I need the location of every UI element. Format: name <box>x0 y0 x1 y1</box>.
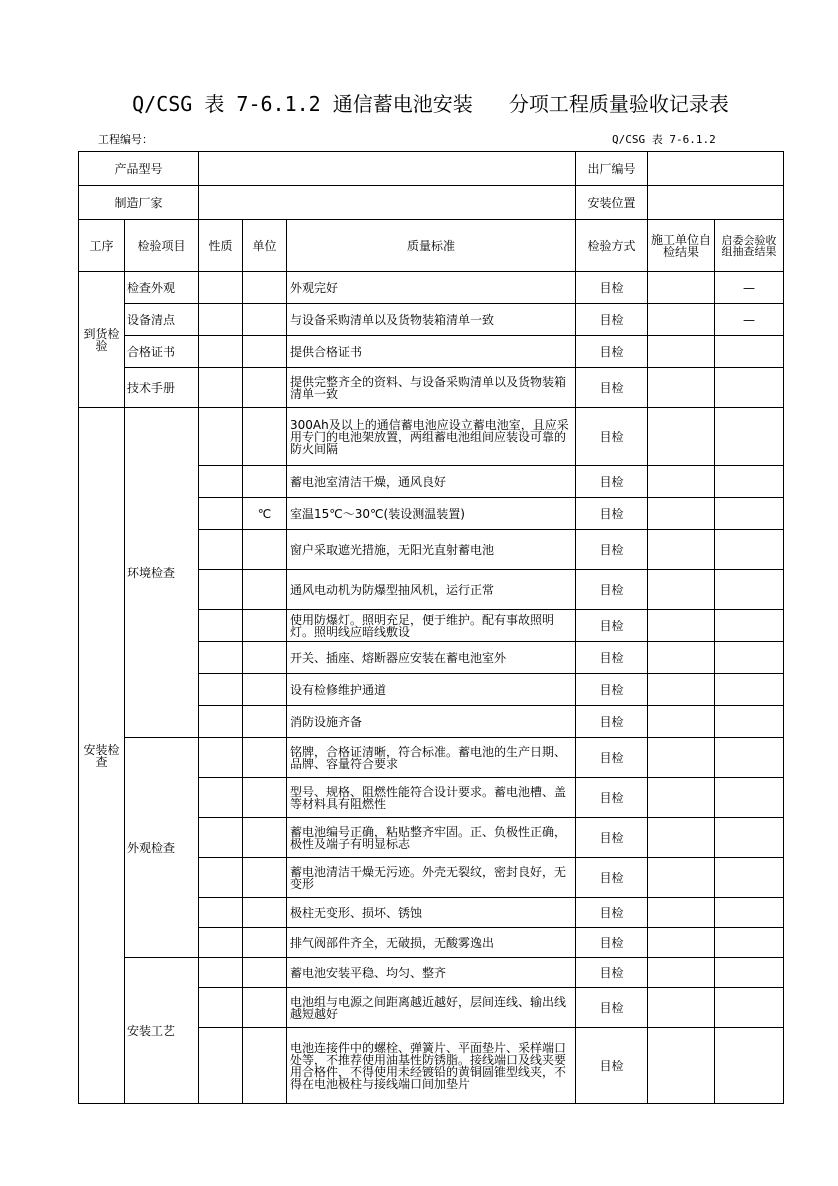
unit-cell <box>243 466 287 498</box>
group-install-inspection: 安装检查 <box>79 408 125 1104</box>
inspection-method: 目检 <box>576 642 648 674</box>
install-location-label: 安装位置 <box>576 186 648 220</box>
unit-cell <box>243 738 287 778</box>
committee-result-cell[interactable] <box>715 858 784 898</box>
nature-cell[interactable] <box>199 1028 243 1104</box>
committee-result-cell[interactable] <box>715 570 784 610</box>
page-title: Q/CSG 表 7-6.1.2 通信蓄电池安装 分项工程质量验收记录表 <box>132 92 729 116</box>
nature-cell[interactable] <box>199 530 243 570</box>
committee-result-cell[interactable] <box>715 1028 784 1104</box>
contractor-result-cell[interactable] <box>648 898 715 928</box>
quality-standard: 通风电动机为防爆型抽风机，运行正常 <box>287 570 576 610</box>
nature-cell[interactable] <box>199 958 243 988</box>
committee-result-cell[interactable] <box>715 928 784 958</box>
committee-result-cell[interactable]: — <box>715 272 784 304</box>
quality-standard: 300Ah及以上的通信蓄电池应设立蓄电池室，且应采用专门的电池架放置，两组蓄电池组间应装设可靠的防火间隔 <box>287 408 576 466</box>
contractor-result-cell[interactable] <box>648 570 715 610</box>
inspection-method: 目检 <box>576 738 648 778</box>
nature-cell[interactable] <box>199 674 243 706</box>
acceptance-table <box>78 151 784 1104</box>
committee-result-cell[interactable] <box>715 466 784 498</box>
committee-result-cell[interactable] <box>715 336 784 368</box>
group-arrival-inspection: 到货检验 <box>79 272 125 408</box>
quality-standard: 窗户采取遮光措施，无阳光直射蓄电池 <box>287 530 576 570</box>
nature-cell[interactable] <box>199 928 243 958</box>
unit-cell <box>243 1028 287 1104</box>
inspection-method: 目检 <box>576 706 648 738</box>
unit-cell <box>243 778 287 818</box>
inspection-method: 目检 <box>576 898 648 928</box>
contractor-result-cell[interactable] <box>648 818 715 858</box>
quality-standard: 蓄电池安装平稳、均匀、整齐 <box>287 958 576 988</box>
contractor-result-cell[interactable] <box>648 1028 715 1104</box>
nature-cell[interactable] <box>199 466 243 498</box>
inspection-method: 目检 <box>576 674 648 706</box>
inspection-method: 目检 <box>576 988 648 1028</box>
unit-cell <box>243 610 287 642</box>
inspection-method: 目检 <box>576 408 648 466</box>
unit-cell <box>243 988 287 1028</box>
quality-standard: 室温15℃～30℃(装设测温装置) <box>287 498 576 530</box>
committee-result-cell[interactable] <box>715 738 784 778</box>
header-contractor-result: 施工单位自检结果 <box>648 220 715 272</box>
form-code: Q/CSG 表 7-6.1.2 <box>612 133 716 146</box>
quality-standard: 开关、插座、熔断器应安装在蓄电池室外 <box>287 642 576 674</box>
committee-result-cell[interactable] <box>715 706 784 738</box>
unit-cell <box>243 858 287 898</box>
quality-standard: 电池连接件中的螺栓、弹簧片、平面垫片、采样端口处等，不推荐使用油基性防锈脂。接线端口及线夹要用合格件，不得使用未经镀铅的黄铜圆锥型线夹，不得在电池极柱与接线端口间加垫片 <box>287 1028 576 1104</box>
quality-standard: 使用防爆灯。照明充足，便于维护。配有事故照明灯。照明线应暗线敷设 <box>287 610 576 642</box>
unit-cell <box>243 898 287 928</box>
contractor-result-cell[interactable] <box>648 674 715 706</box>
table-row <box>79 958 784 988</box>
unit-cell <box>243 368 287 408</box>
contractor-result-cell[interactable] <box>648 706 715 738</box>
committee-result-cell[interactable] <box>715 988 784 1028</box>
unit-cell <box>243 304 287 336</box>
inspection-method: 目检 <box>576 818 648 858</box>
quality-standard: 消防设施齐备 <box>287 706 576 738</box>
quality-standard: 外观完好 <box>287 272 576 304</box>
nature-cell[interactable] <box>199 336 243 368</box>
nature-cell[interactable] <box>199 304 243 336</box>
check-item: 设备清点 <box>125 304 199 336</box>
contractor-result-cell[interactable] <box>648 778 715 818</box>
table-row <box>79 408 784 466</box>
nature-cell[interactable] <box>199 988 243 1028</box>
committee-result-cell[interactable] <box>715 818 784 858</box>
unit-cell <box>243 530 287 570</box>
header-unit: 单位 <box>243 220 287 272</box>
contractor-result-cell[interactable] <box>648 858 715 898</box>
check-item-install-process: 安装工艺 <box>125 958 199 1104</box>
header-method: 检验方式 <box>576 220 648 272</box>
inspection-method: 目检 <box>576 570 648 610</box>
contractor-result-cell[interactable] <box>648 304 715 336</box>
nature-cell[interactable] <box>199 898 243 928</box>
quality-standard: 排气阀部件齐全，无破损，无酸雾逸出 <box>287 928 576 958</box>
committee-result-cell[interactable] <box>715 530 784 570</box>
table-row <box>79 336 784 368</box>
inspection-method: 目检 <box>576 530 648 570</box>
unit-cell <box>243 642 287 674</box>
serial-number-label: 出厂编号 <box>576 152 648 186</box>
inspection-method: 目检 <box>576 368 648 408</box>
committee-result-cell[interactable] <box>715 610 784 642</box>
nature-cell[interactable] <box>199 706 243 738</box>
inspection-method: 目检 <box>576 928 648 958</box>
nature-cell[interactable] <box>199 610 243 642</box>
product-model-value[interactable] <box>199 152 576 186</box>
committee-result-cell[interactable] <box>715 898 784 928</box>
nature-cell[interactable] <box>199 738 243 778</box>
nature-cell[interactable] <box>199 368 243 408</box>
unit-cell <box>243 958 287 988</box>
unit-cell <box>243 706 287 738</box>
nature-cell[interactable] <box>199 858 243 898</box>
unit-cell <box>243 818 287 858</box>
inspection-method: 目检 <box>576 610 648 642</box>
unit-cell <box>243 272 287 304</box>
inspection-method: 目检 <box>576 858 648 898</box>
contractor-result-cell[interactable] <box>648 336 715 368</box>
nature-cell[interactable] <box>199 642 243 674</box>
unit-cell <box>243 674 287 706</box>
contractor-result-cell[interactable] <box>648 272 715 304</box>
nature-cell[interactable] <box>199 570 243 610</box>
unit-cell <box>243 928 287 958</box>
inspection-method: 目检 <box>576 304 648 336</box>
inspection-method: 目检 <box>576 272 648 304</box>
quality-standard: 设有检修维护通道 <box>287 674 576 706</box>
check-item-environment: 环境检查 <box>125 408 199 738</box>
inspection-method: 目检 <box>576 466 648 498</box>
table-row <box>79 272 784 304</box>
contractor-result-cell[interactable] <box>648 642 715 674</box>
check-item: 检查外观 <box>125 272 199 304</box>
check-item: 合格证书 <box>125 336 199 368</box>
project-number-label: 工程编号： <box>98 133 153 146</box>
contractor-result-cell[interactable] <box>648 498 715 530</box>
manufacturer-label: 制造厂家 <box>79 186 199 220</box>
header-process: 工序 <box>79 220 125 272</box>
quality-standard: 极柱无变形、损坏、锈蚀 <box>287 898 576 928</box>
check-item: 技术手册 <box>125 368 199 408</box>
header-nature: 性质 <box>199 220 243 272</box>
contractor-result-cell[interactable] <box>648 988 715 1028</box>
quality-standard: 蓄电池编号正确，粘贴整齐牢固。正、负极性正确，极性及端子有明显标志 <box>287 818 576 858</box>
manufacturer-value[interactable] <box>199 186 576 220</box>
quality-standard: 与设备采购清单以及货物装箱清单一致 <box>287 304 576 336</box>
contractor-result-cell[interactable] <box>648 928 715 958</box>
inspection-method: 目检 <box>576 778 648 818</box>
nature-cell[interactable] <box>199 778 243 818</box>
nature-cell[interactable] <box>199 272 243 304</box>
committee-result-cell[interactable] <box>715 368 784 408</box>
product-model-label: 产品型号 <box>79 152 199 186</box>
contractor-result-cell[interactable] <box>648 530 715 570</box>
quality-standard: 电池组与电源之间距离越近越好，层间连线、输出线越短越好 <box>287 988 576 1028</box>
committee-result-cell[interactable] <box>715 642 784 674</box>
quality-standard: 蓄电池清洁干燥无污迹。外壳无裂纹，密封良好，无变形 <box>287 858 576 898</box>
quality-standard: 蓄电池室清洁干燥，通风良好 <box>287 466 576 498</box>
inspection-method: 目检 <box>576 498 648 530</box>
contractor-result-cell[interactable] <box>648 738 715 778</box>
table-row <box>79 304 784 336</box>
contractor-result-cell[interactable] <box>648 958 715 988</box>
header-item: 检验项目 <box>125 220 199 272</box>
committee-result-cell[interactable] <box>715 958 784 988</box>
contractor-result-cell[interactable] <box>648 466 715 498</box>
contractor-result-cell[interactable] <box>648 610 715 642</box>
unit-cell <box>243 336 287 368</box>
inspection-method: 目检 <box>576 336 648 368</box>
quality-standard: 提供合格证书 <box>287 336 576 368</box>
nature-cell[interactable] <box>199 498 243 530</box>
quality-standard: 铭牌，合格证清晰，符合标准。蓄电池的生产日期、品牌、容量符合要求 <box>287 738 576 778</box>
committee-result-cell[interactable] <box>715 498 784 530</box>
unit-cell: ℃ <box>243 498 287 530</box>
inspection-method: 目检 <box>576 1028 648 1104</box>
unit-cell <box>243 408 287 466</box>
table-row <box>79 738 784 778</box>
committee-result-cell[interactable]: — <box>715 304 784 336</box>
contractor-result-cell[interactable] <box>648 368 715 408</box>
install-location-value[interactable] <box>648 186 784 220</box>
unit-cell <box>243 570 287 610</box>
header-committee-result: 启委会验收组抽查结果 <box>715 220 784 272</box>
nature-cell[interactable] <box>199 818 243 858</box>
committee-result-cell[interactable] <box>715 674 784 706</box>
contractor-result-cell[interactable] <box>648 408 715 466</box>
check-item-appearance: 外观检查 <box>125 738 199 958</box>
nature-cell[interactable] <box>199 408 243 466</box>
serial-number-value[interactable] <box>648 152 784 186</box>
committee-result-cell[interactable] <box>715 778 784 818</box>
inspection-method: 目检 <box>576 958 648 988</box>
committee-result-cell[interactable] <box>715 408 784 466</box>
table-row <box>79 368 784 408</box>
quality-standard: 型号、规格、阻燃性能符合设计要求。蓄电池槽、盖等材料具有阻燃性 <box>287 778 576 818</box>
header-standard: 质量标准 <box>287 220 576 272</box>
quality-standard: 提供完整齐全的资料、与设备采购清单以及货物装箱清单一致 <box>287 368 576 408</box>
